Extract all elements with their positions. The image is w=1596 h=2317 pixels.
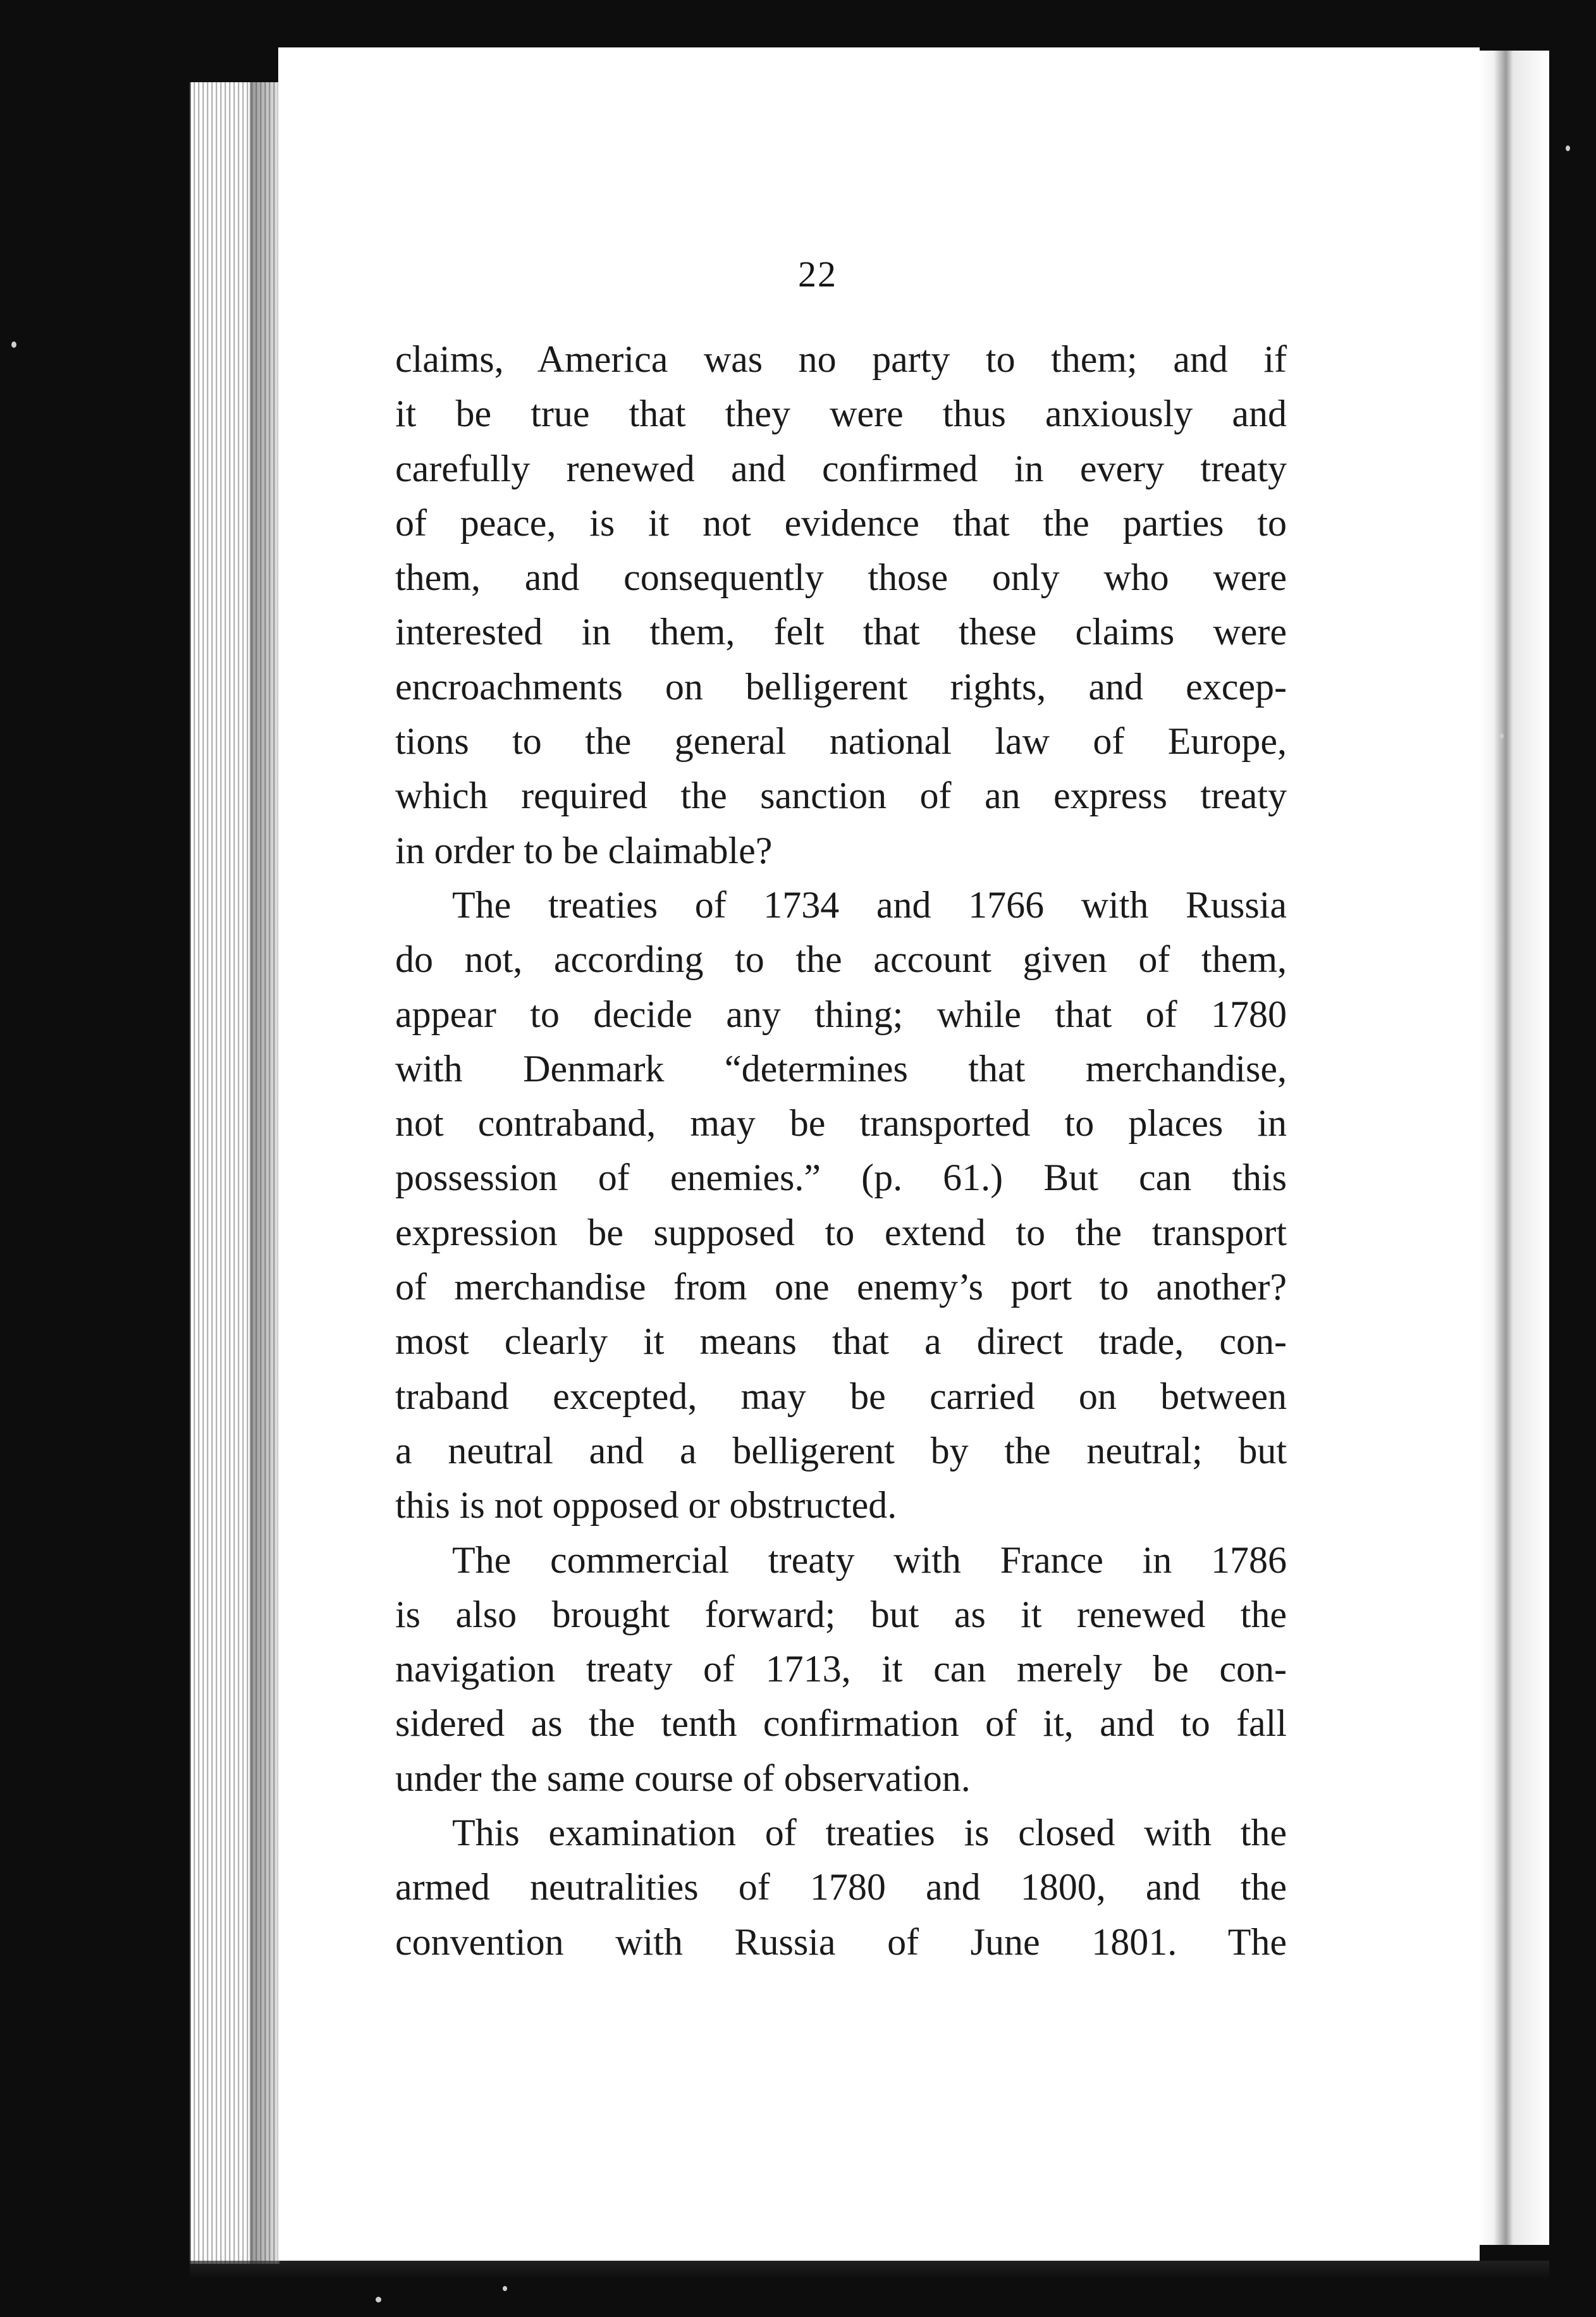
text-line: sidered as the tenth confirmation of it, and to fall: [395, 1702, 1287, 1745]
text-line: most clearly it means that a direct trade, con-: [395, 1320, 1287, 1363]
text-line: navigation treaty of 1713, it can merely be con-: [395, 1648, 1287, 1690]
paragraph: [395, 1533, 1287, 1805]
page-stack-right-edge: [1480, 51, 1549, 2245]
scan-speck: [503, 2286, 507, 2291]
text-line: which required the sanction of an express treaty: [395, 775, 1287, 817]
text-line: them, and consequently those only who were: [395, 556, 1287, 599]
text-line: under the same course of observation.: [395, 1757, 971, 1799]
text-line: is also brought forward; but as it renewed the: [395, 1593, 1287, 1635]
text-line: The treaties of 1734 and 1766 with Russia: [452, 883, 1287, 926]
paragraph: [395, 332, 1287, 878]
text-line: of peace, is it not evidence that the parties to: [395, 501, 1287, 544]
text-line: with Denmark “determines that merchandise,: [395, 1047, 1287, 1090]
text-line: encroachments on belligerent rights, and excep-: [395, 665, 1287, 708]
scan-speck: [1566, 145, 1570, 151]
body-text: [395, 332, 1287, 1969]
text-line: traband excepted, may be carried on between: [395, 1375, 1287, 1417]
text-line: not contraband, may be transported to places in: [395, 1102, 1287, 1145]
scan-speck: [376, 2297, 381, 2302]
text-line: in order to be claimable?: [395, 829, 773, 871]
text-line: expression be supposed to extend to the transport: [395, 1211, 1287, 1253]
page-number: 22: [798, 254, 837, 295]
text-line: it be true that they were thus anxiously and: [395, 393, 1287, 435]
text-line: appear to decide any thing; while that of 1780: [395, 993, 1287, 1035]
text-line: possession of enemies.” (p. 61.) But can this: [395, 1157, 1287, 1199]
text-line: tions to the general national law of Europe,: [395, 720, 1287, 763]
paragraph: [395, 1805, 1287, 1969]
text-line: armed neutralities of 1780 and 1800, and the: [395, 1866, 1287, 1908]
paragraph: [395, 878, 1287, 1533]
scan-speck: [1500, 734, 1504, 739]
text-line: of merchandise from one enemy’s port to another?: [395, 1266, 1287, 1308]
text-line: do not, according to the account given of them,: [395, 938, 1287, 981]
text-line: interested in them, felt that these claims were: [395, 611, 1287, 653]
text-line: a neutral and a belligerent by the neutral; but: [395, 1429, 1287, 1472]
text-line: carefully renewed and confirmed in every treaty: [395, 447, 1287, 489]
text-line: this is not opposed or obstructed.: [395, 1484, 897, 1527]
text-line: claims, America was no party to them; and if: [395, 338, 1287, 380]
text-line: The commercial treaty with France in 1786: [452, 1539, 1287, 1581]
text-line: This examination of treaties is closed with the: [452, 1812, 1287, 1854]
scan-speck: [11, 341, 16, 348]
text-line: convention with Russia of June 1801. The: [395, 1921, 1287, 1963]
bottom-edge-shadow: [190, 2261, 1549, 2280]
